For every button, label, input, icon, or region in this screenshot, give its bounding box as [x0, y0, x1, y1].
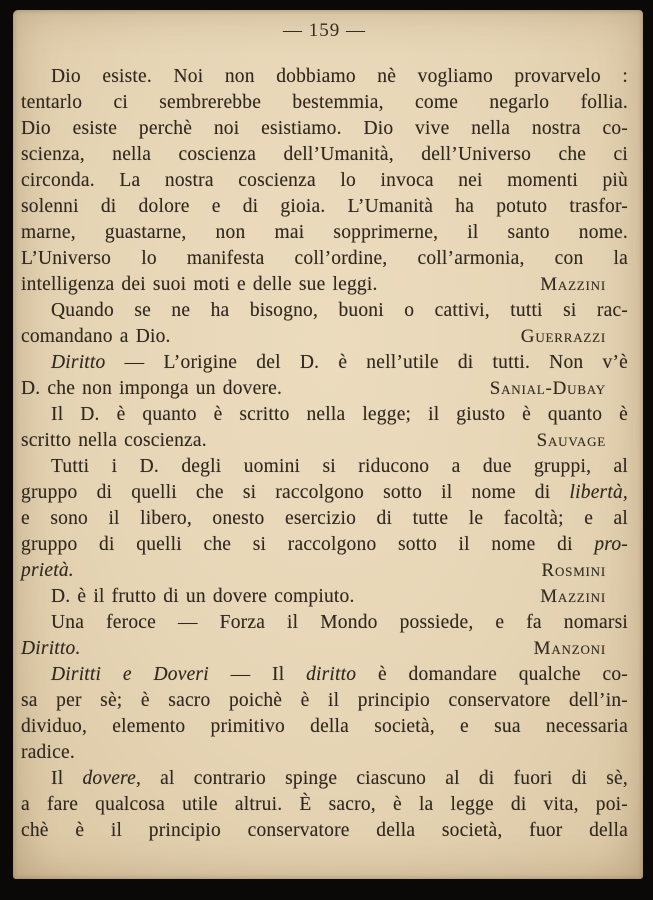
body-text: chè è il principio conservatore della società, fuor della	[21, 820, 628, 841]
text-line	[21, 662, 628, 688]
body-text: scienza, nella coscienza dell’Umanità, dell’Universo che ci	[21, 144, 628, 165]
line-text	[21, 558, 74, 584]
line-text	[51, 352, 628, 373]
text-line	[21, 766, 628, 792]
body-text: sa per sè; è sacro poichè è il principio conservatore dell’in-	[21, 690, 628, 711]
body-text: è domandare qualche co-	[356, 664, 628, 685]
body-text: scritto nella coscienza.	[21, 430, 207, 451]
text-line	[21, 688, 628, 714]
line-text	[21, 324, 171, 350]
italic-text: Diritto	[51, 352, 106, 373]
text-line	[21, 532, 628, 558]
line-text	[51, 456, 628, 477]
attribution: Sauvage	[536, 430, 606, 451]
text-line	[21, 90, 628, 116]
italic-text: Diritto.	[21, 638, 81, 659]
attribution: Mazzini	[540, 274, 606, 295]
paragraph	[21, 610, 628, 662]
body-text: solenni di dolore e di gioia. L’Umanità ha potuto trasfor-	[21, 196, 628, 217]
italic-text: Diritti e Doveri	[51, 664, 209, 685]
text-line	[21, 350, 628, 376]
body-text: e sono il libero, onesto esercizio di tutte le facoltà; e al	[21, 508, 628, 529]
text-line	[21, 610, 628, 636]
body-text: dividuo, elemento primitivo della società, e sua necessaria	[21, 716, 628, 737]
body-text: Tutti i D. degli uomini si riducono a due gruppi, al	[51, 456, 628, 477]
text-line	[21, 558, 628, 584]
line-text	[21, 820, 628, 841]
italic-text: dovere,	[82, 768, 142, 789]
attribution: Rosmini	[541, 560, 606, 581]
text-line	[21, 714, 628, 740]
line-text	[21, 170, 628, 191]
italic-text: libertà,	[569, 482, 628, 503]
text-line	[21, 402, 628, 428]
paragraph	[21, 584, 628, 610]
body-text: D. che non imponga un dovere.	[21, 378, 283, 399]
line-text	[21, 272, 378, 298]
text-line	[21, 194, 628, 220]
body-text: comandano a Dio.	[21, 326, 171, 347]
text-line	[21, 792, 628, 818]
body-text: al contrario spinge ciascuno al di fuori di sè,	[141, 768, 628, 789]
body-text: gruppo di quelli che si raccolgono sotto il nome di	[21, 482, 570, 503]
line-text	[51, 768, 628, 789]
text-line	[21, 298, 628, 324]
paragraph	[21, 298, 628, 350]
body-text: marne, guastarne, non mai sopprimerne, il santo nome.	[21, 222, 628, 243]
body-text: D. è il frutto di un dovere compiuto.	[51, 586, 355, 607]
line-text	[51, 300, 628, 321]
line-text	[21, 794, 628, 815]
body-text: radice.	[21, 742, 75, 763]
body-text: Dio esiste perchè noi esistiamo. Dio vive nella nostra co-	[21, 118, 628, 139]
body-text: Il D. è quanto è scritto nella legge; il giusto è quanto è	[51, 404, 628, 425]
body-text: a fare qualcosa utile altrui. È sacro, è la legge di vita, poi-	[21, 794, 628, 815]
body-text: L’Universo lo manifesta coll’ordine, coll’armonia, con la	[21, 248, 628, 269]
book-page	[13, 10, 643, 879]
line-text	[51, 66, 628, 87]
text-line	[21, 636, 628, 662]
line-text	[21, 376, 282, 402]
line-text	[21, 92, 628, 113]
text-line	[21, 324, 628, 350]
line-text	[21, 534, 628, 555]
line-text	[51, 404, 628, 425]
attribution: Sanial-Dubay	[489, 378, 606, 399]
text-line	[21, 584, 628, 610]
attribution: Guerrazzi	[520, 326, 606, 347]
paragraph	[21, 64, 628, 298]
body-text: gruppo di quelli che si raccolgono sotto il nome di	[21, 534, 595, 555]
line-text	[21, 742, 75, 763]
attribution: Mazzini	[540, 586, 606, 607]
attribution: Manzoni	[533, 638, 606, 659]
line-text	[21, 716, 628, 737]
text-line	[21, 480, 628, 506]
italic-text: pro-	[594, 534, 628, 555]
text-line	[21, 220, 628, 246]
text-line	[21, 142, 628, 168]
line-text	[21, 222, 628, 243]
body-text: intelligenza dei suoi moti e delle sue leggi.	[21, 274, 378, 295]
text-line	[21, 64, 628, 90]
body-text: Il	[51, 768, 83, 789]
body-text: — Il	[208, 664, 307, 685]
line-text	[21, 636, 81, 662]
body-text: Quando se ne ha bisogno, buoni o cattivi, tutti si rac-	[51, 300, 628, 321]
line-text	[21, 428, 207, 454]
line-text	[21, 248, 628, 269]
text-line	[21, 376, 628, 402]
text-line	[21, 272, 628, 298]
line-text	[51, 584, 355, 610]
text-line	[21, 168, 628, 194]
line-text	[21, 690, 628, 711]
text-line	[21, 428, 628, 454]
text-line	[21, 740, 628, 766]
text-line	[21, 454, 628, 480]
text-line	[21, 116, 628, 142]
body-text: Una feroce — Forza il Mondo possiede, e fa nomarsi	[51, 612, 628, 633]
paragraph	[21, 662, 628, 766]
page-number: — 159 —	[283, 20, 366, 41]
line-text	[21, 144, 628, 165]
italic-text: diritto	[306, 664, 357, 685]
paragraph	[21, 350, 628, 402]
text-line	[21, 818, 628, 844]
body-text: circonda. La nostra coscienza lo invoca nei momenti più	[21, 170, 628, 191]
line-text	[21, 118, 628, 139]
page-text	[21, 64, 628, 844]
page-content	[21, 18, 628, 873]
line-text	[51, 612, 628, 633]
paragraph	[21, 402, 628, 454]
line-text	[21, 508, 628, 529]
line-text	[21, 482, 628, 503]
paragraph	[21, 766, 628, 844]
italic-text: prietà.	[21, 560, 74, 581]
body-text: Dio esiste. Noi non dobbiamo nè vogliamo provarvelo :	[51, 66, 628, 87]
line-text	[21, 196, 628, 217]
paragraph	[21, 454, 628, 584]
text-line	[21, 246, 628, 272]
body-text: — L’origine del D. è nell’utile di tutti. Non v’è	[105, 352, 628, 373]
body-text: tentarlo ci sembrerebbe bestemmia, come negarlo follia.	[21, 92, 628, 113]
line-text	[51, 664, 628, 685]
text-line	[21, 506, 628, 532]
